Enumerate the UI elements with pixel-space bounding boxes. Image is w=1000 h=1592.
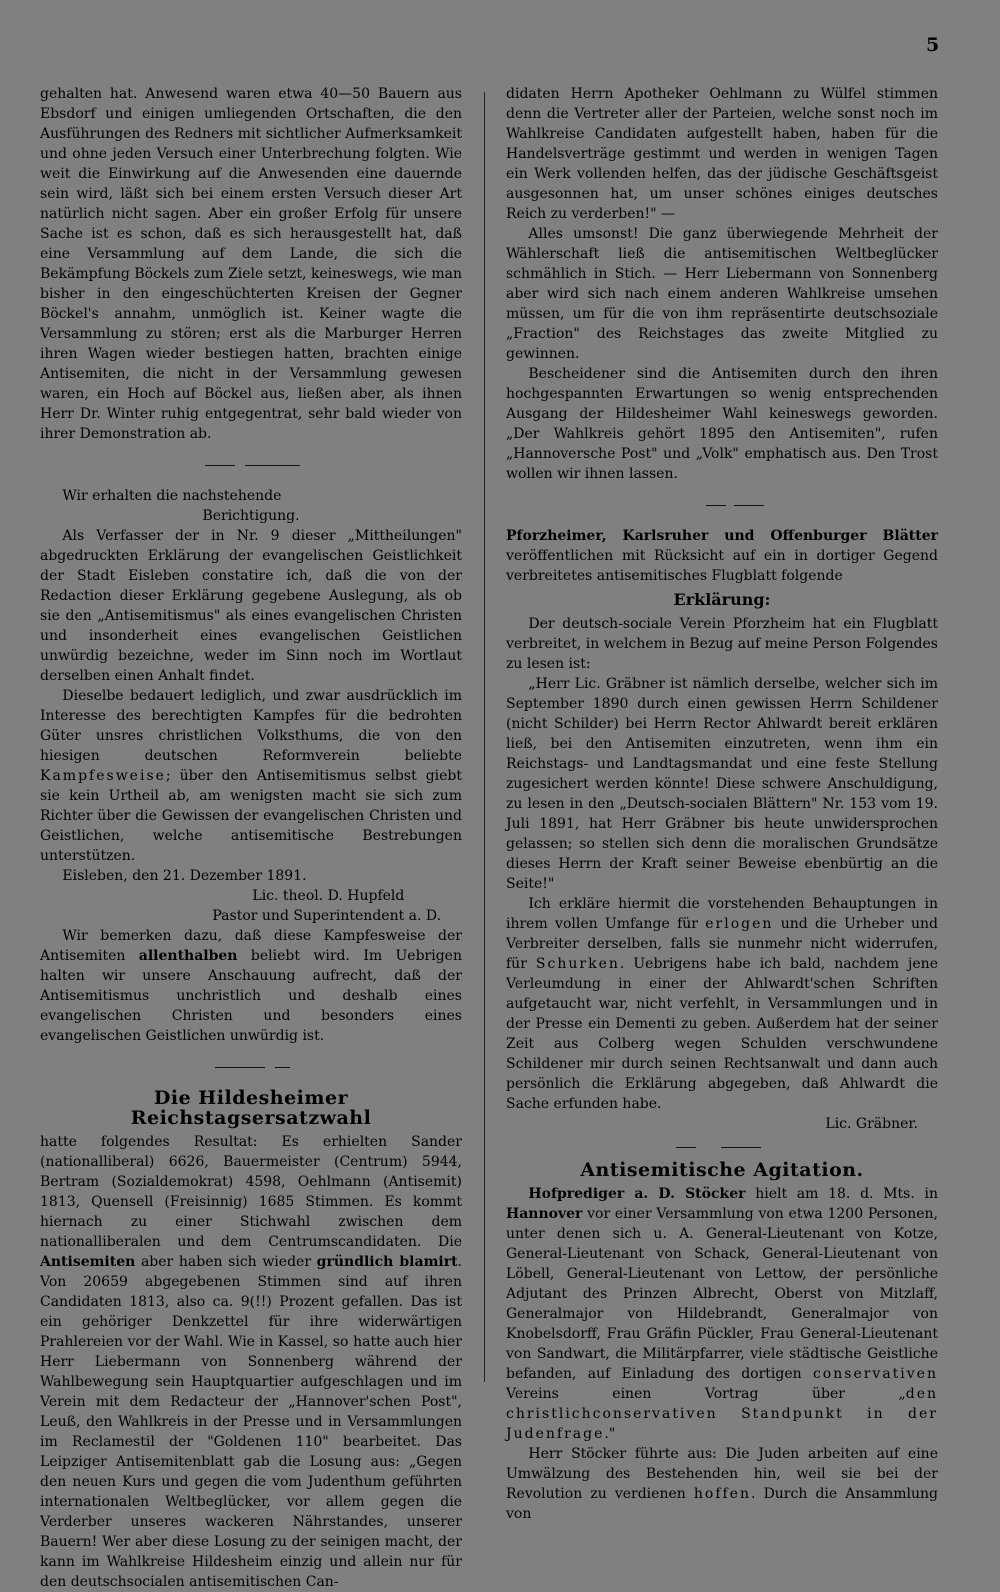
paragraph: Der deutsch-sociale Verein Pforzheim hat ein Flugblatt verbreitet, in welchem in Bezug auf meine Person Folgendes zu lesen ist: [506, 616, 938, 672]
separator [40, 1060, 462, 1076]
signature-name: Lic. theol. D. Hupfeld [252, 888, 405, 904]
paragraph: Hofprediger a. D. Stöcker hielt am 18. d. Mts. in Hannover vor einer Versammlung von etwa 1200 Personen, unter denen sich u. A. General-Lieutenant von Kotze, General-Lieutenant von Schack, General-Lieutenant von Löbell, General-Lieutenant von Lettow, der persönliche Adjutant des Prinzen Albrecht, Oberst von Mitzlaff, Generalmajor von Hildebrandt, Generalmajor von Knobelsdorff, Frau Gräfin Pückler, Frau General-Lieutenant von Sandwart, die Militärpfarrer, viele städtische Geistliche befanden, auf Einladung des dortigen conservativen Vereins einen Vortrag über „den christlichconservativen Standpunkt in der Judenfrage." [506, 1186, 938, 1442]
paragraph: didaten Herrn Apotheker Oehlmann zu Wülfel stimmen denn die Vertreter aller der Parteien, welche sonst noch im Wahlkreise Candidaten aufgestellt haben, haben für die Handelsverträge gestimmt und werden in wenigen Tagen ein Werk vollenden helfen, das der jüdische Geschäftsgeist ausgesonnen hat, um unser schönes einiges deutsches Reich zu verderben!" — [506, 86, 938, 222]
separator [506, 498, 938, 514]
paragraph: Als Verfasser der in Nr. 9 dieser „Mittheilungen" abgedruckten Erklärung der evangelischen Geistlichkeit der Stadt Eisleben constatire ich, daß die von der Redaction dieser Erklärung gegebene Auslegung, als ob sie den „Antisemitismus" als eines evangelischen Christen und insonderheit eines evangelischen Geistlichen unwürdig bezeichne, weder im Sinn noch im Wortlaut derselben einen Anhalt findet. [40, 528, 462, 684]
left-column [40, 84, 462, 1592]
quote-paragraph: „Herr Lic. Gräbner ist nämlich derselbe, welcher sich im September 1890 durch einen gewissen Herrn Schildener (nicht Schilder) bei Herrn Rector Ahlwardt bereit erklären ließ, bei den Antisemiten einzutreten, wenn ihm ein Reichstags- und Landtagsmandat und eine feste Stellung zugesichert werden könnte! Diese schwere Anschuldigung, zu lesen in den „Deutsch-socialen Blättern" Nr. 153 vom 19. Juli 1891, hat Herr Gräbner bis heute unwidersprochen gelassen; so stellen sich denn die moralischen Grundsätze dieses Herrn der Kraft seiner Beweise ebenbürtig an die Seite!" [506, 676, 938, 892]
column-divider [484, 92, 485, 1382]
date-line: Eisleben, den 21. Dezember 1891. [62, 868, 307, 884]
paragraph: Pforzheimer, Karlsruher und Offenburger Blätter veröffentlichen mit Rücksicht auf ein in dortiger Gegend verbreitetes antisemitisches Flugblatt folgende [506, 528, 938, 584]
paragraph: Alles umsonst! Die ganz überwiegende Mehrheit der Wählerschaft ließ die antisemitischen Weltbeglücker schmählich in Stich. — Herr Liebermann von Sonnenberg aber wird sich nach einem anderen Wahlkreise umsehen müssen, um für die von ihm repräsentirte deutschsoziale „Fraction" des Reichstages das zweite Mitglied zu gewinnen. [506, 226, 938, 362]
paragraph: gehalten hat. Anwesend waren etwa 40—50 Bauern aus Ebsdorf und einigen umliegenden Ortschaften, die den Ausführungen des Redners mit sichtlicher Aufmerksamkeit und ohne jeden Versuch einer Unterbrechung folgten. Wie weit die Einwirkung auf die Anwesenden eine dauernde sein wird, läßt sich bei einem ersten Versuch dieser Art natürlich nicht sagen. Aber ein großer Erfolg für unsere Sache ist es schon, daß es sich herausgestellt hat, daß eine Versammlung auf dem Lande, die sich die Bekämpfung Böckels zum Ziele setzt, keineswegs, wie man bisher in den eingeschüchterten Kreisen der Gegner Böckel's annahm, unmöglich ist. Keiner wagte die Versammlung zu stören; erst als die Marburger Herren ihren Wagen wieder bestiegen hatten, brachten einige Antisemiten, die nicht in der Versammlung gewesen waren, ein Hoch auf Böckel aus, ließen aber, als ihnen Herr Dr. Winter ruhig entgegentrat, sehr bald wieder von ihrer Demonstration ab. [40, 86, 462, 442]
right-column [506, 84, 938, 1524]
paragraph: Wir bemerken dazu, daß diese Kampfesweise der Antisemiten allenthalben beliebt wird. Im Uebrigen halten wir unsere Anschauung aufrecht, daß der Antisemitismus unchristlich und deshalb eines evangelischen Christen und besonders eines evangelischen Geistlichen unwürdig ist. [40, 928, 462, 1044]
section-heading: Erklärung: [673, 590, 771, 609]
signature: Lic. Gräbner. [825, 1116, 918, 1132]
paragraph: Ich erkläre hiermit die vorstehenden Behauptungen in ihrem vollen Umfange für erlogen und die Urheber und Verbreiter derselben, falls sie nunmehr nicht widerrufen, für Schurken. Uebrigens habe ich bald, nachdem jene Verleumdung in einer der Ahlwardt'schen Schriften aufgetaucht war, nicht verfehlt, in Versammlungen und in der Presse ein Dementi zu geben. Außerdem hat der seiner Zeit aus Colberg wegen Schulden verschwundene Schildener mir durch seinen Rechtsanwalt und dann auch persönlich die Erklärung abgegeben, daß Ahlwardt die Sache erfunden habe. [506, 896, 938, 1112]
paragraph: Herr Stöcker führte aus: Die Juden arbeiten auf eine Umwälzung des Bestehenden hin, weil sie bei der Revolution zu verdienen hoffen. Durch die Ansammlung von [506, 1446, 938, 1522]
paragraph: hatte folgendes Resultat: Es erhielten Sander (nationalliberal) 6626, Bauermeister (Centrum) 5944, Bertram (Sozialdemokrat) 4598, Oehlmann (Antisemit) 1813, Quensell (Freisinnig) 1685 Stimmen. Es kommt hiernach zu einer Stichwahl zwischen dem nationalliberalen und dem Centrumscandidaten. Die Antisemiten aber haben sich wieder gründlich blamirt. Von 20659 abgegebenen Stimmen sind auf ihren Candidaten 1813, also ca. 9(!!) Prozent gefallen. Das ist ein gehöriger Denkzettel für ihre widerwärtigen Prahlereien vor der Wahl. Wie in Kassel, so hatte auch hier Herr Liebermann von Sonnenberg während der Wahlbewegung sein Hauptquartier aufgeschlagen und im Verein mit dem Redacteur der „Hannover'schen Post", Leuß, den Wahlkreis in der Presse und in Versammlungen im Reclamestil der "Goldenen 110" bearbeitet. Das Leipziger Antisemitenblatt gab die Losung aus: „Gegen den neuen Kurs und gegen die vom Judenthum geführten internationalen Weltbeglücker, vor allem gegen die Verderber unseres wackeren Nährstandes, unserer Bauern! Wer aber diese Losung zu der seinigen macht, der kann im Wahlkreise Hildesheim einzig und allein nur für den deutschsocialen antisemitischen Can- [40, 1134, 462, 1590]
berichtigung-title: Berichtigung. [202, 508, 300, 524]
page-number: 5 [926, 34, 940, 56]
separator [40, 458, 462, 474]
paragraph: Bescheidener sind die Antisemiten durch den ihren hochgespannten Erwartungen so wenig entsprechenden Ausgang der Hildesheimer Wahl keineswegs geworden. „Der Wahlkreis gehört 1895 den Antisemiten", rufen „Hannoversche Post" und „Volk" emphatisch aus. Den Trost wollen wir ihnen lassen. [506, 366, 938, 482]
section-heading: Die Hildesheimer Reichstagsersatzwahl [130, 1087, 372, 1129]
paragraph: Dieselbe bedauert lediglich, und zwar ausdrücklich im Interesse des berechtigten Kampfes für die bedrohten Güter unsres christlichen Volksthums, die von den hiesigen deutschen Reformverein beliebte Kampfesweise; über den Antisemitismus selbst giebt sie kein Urtheil ab, am wenigsten macht sie sich zum Richter über die Gewissen der evangelischen Christen und Geistlichen, welche antisemitische Bestrebungen unterstützen. [40, 688, 462, 864]
signature-title: Pastor und Superintendent a. D. [212, 908, 442, 924]
section-heading: Antisemitische Agitation. [580, 1159, 864, 1181]
berichtigung-intro: Wir erhalten die nachstehende [62, 488, 282, 504]
separator [506, 1140, 938, 1156]
